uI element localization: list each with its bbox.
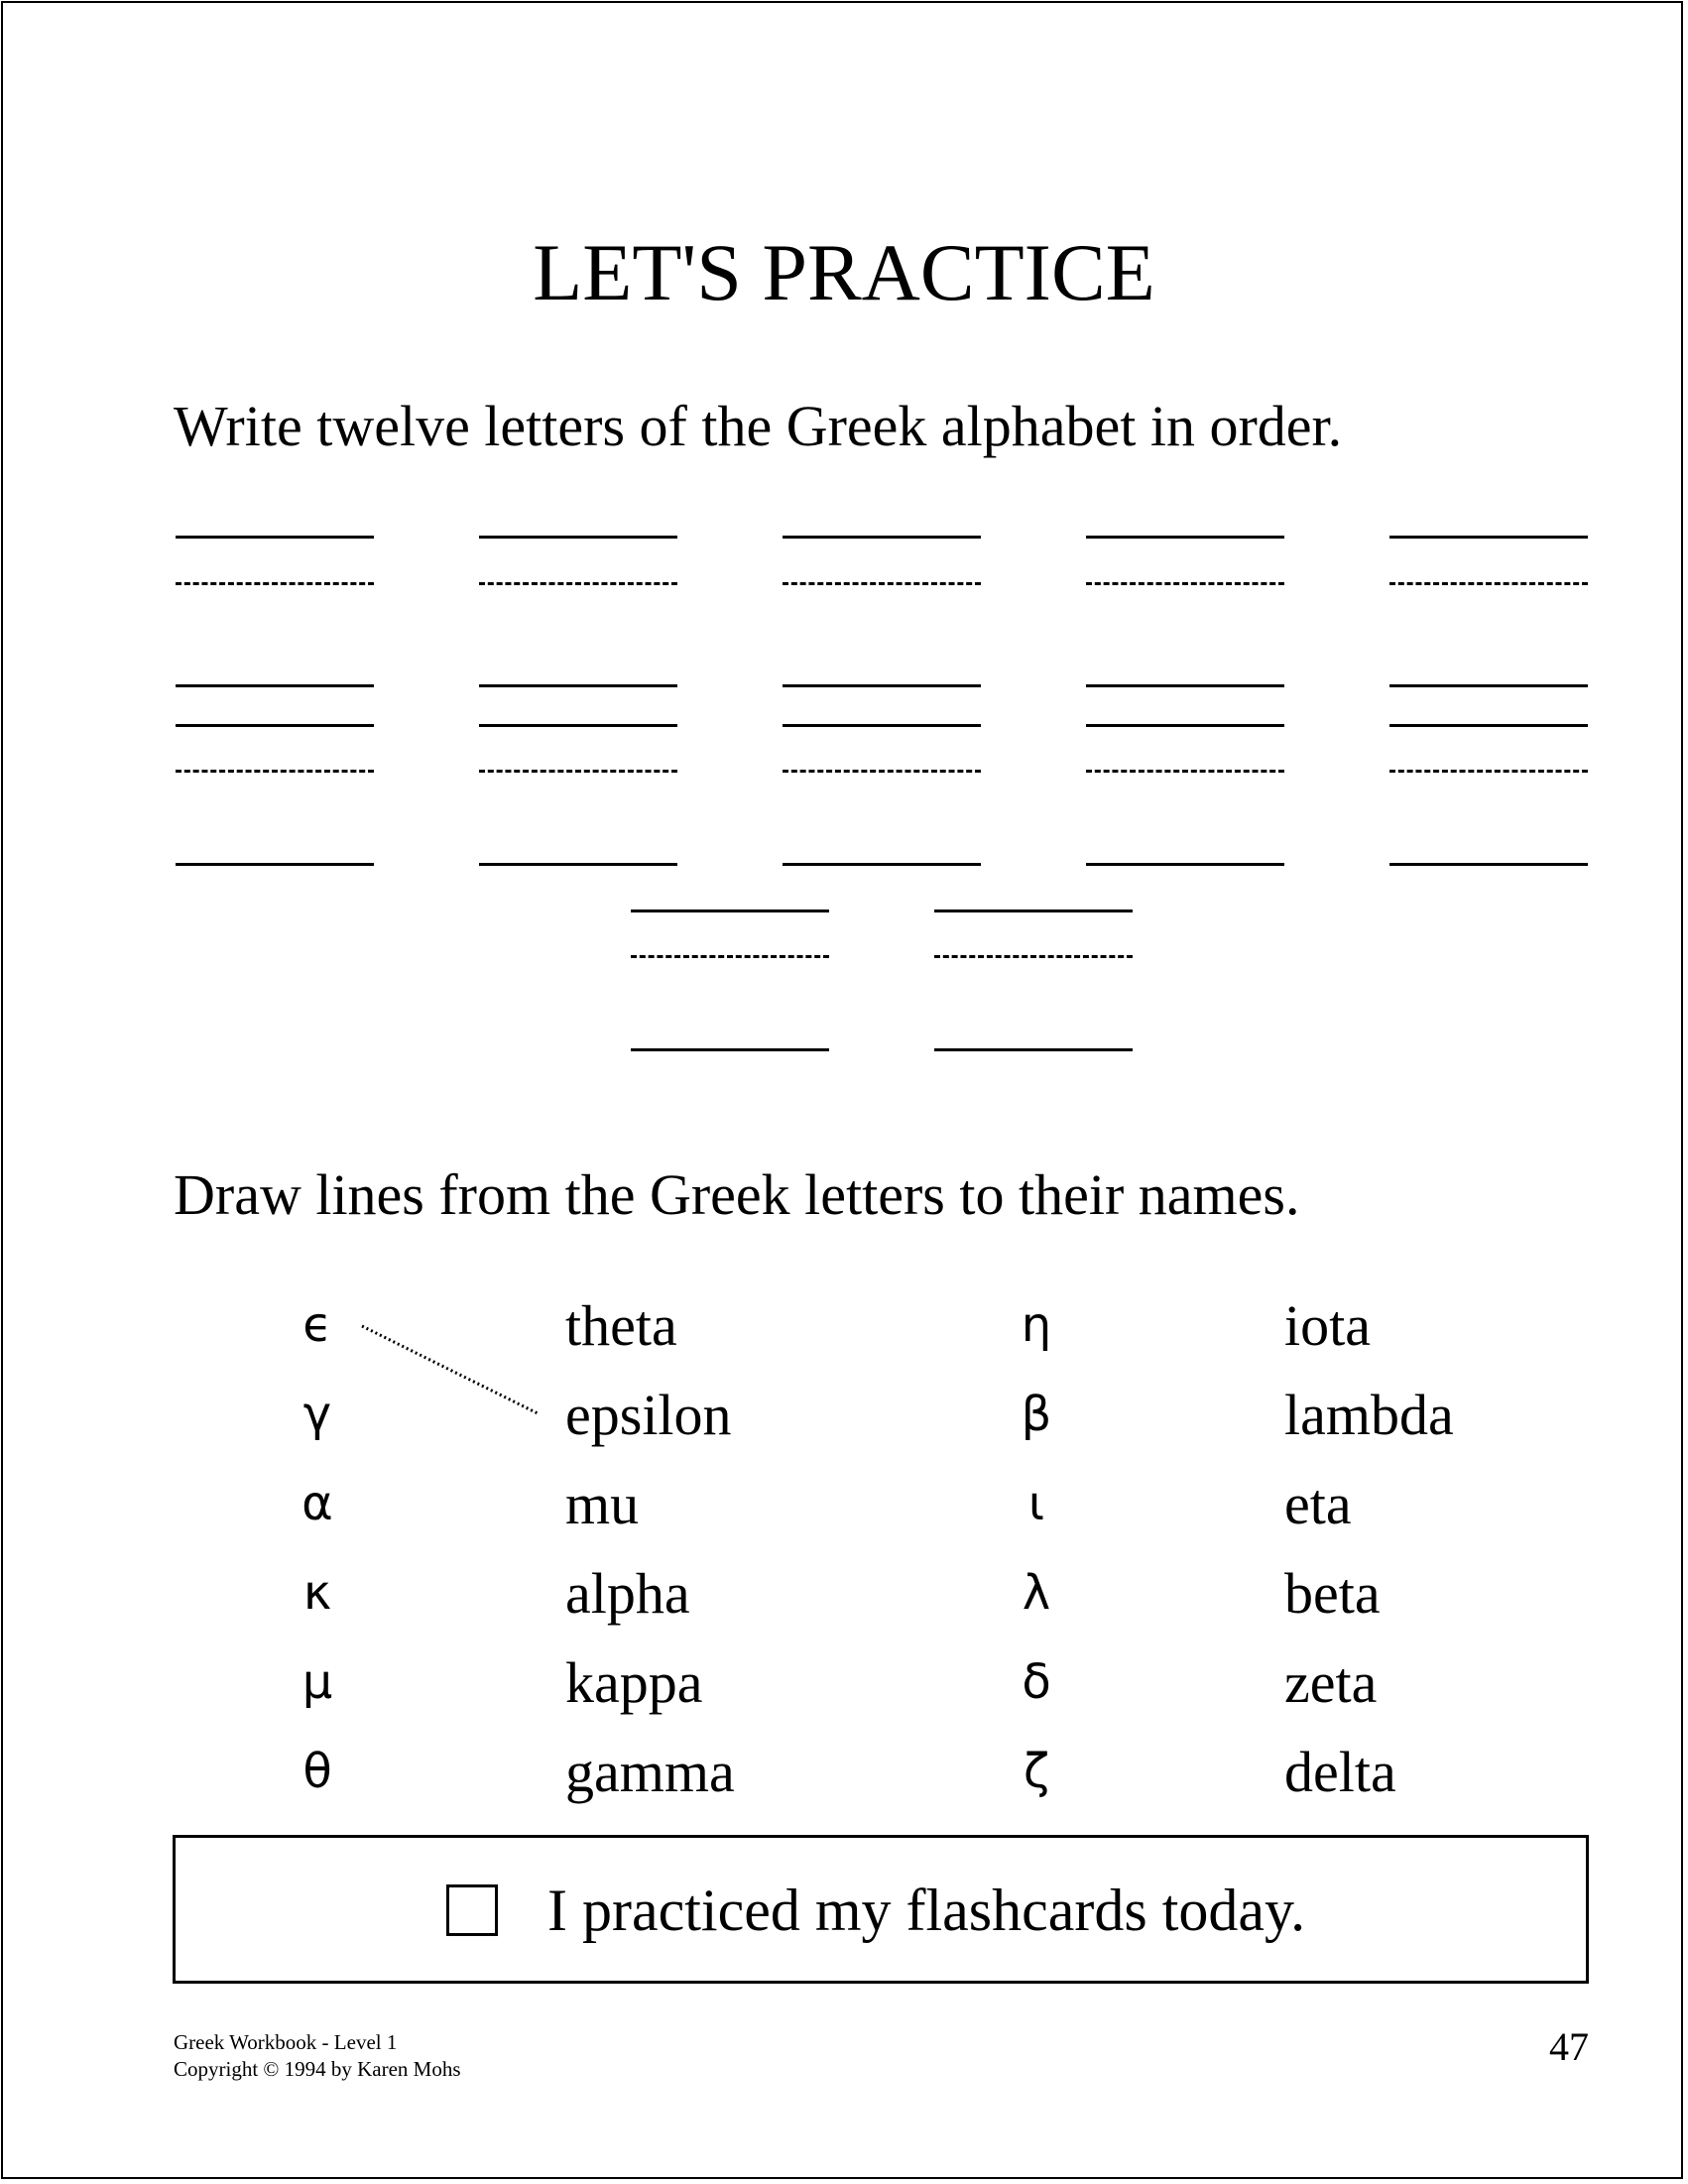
flashcard-checkbox[interactable] (446, 1884, 498, 1936)
letter-name: eta (1284, 1472, 1352, 1536)
footer-credits (174, 2029, 461, 2083)
matching-instruction: Draw lines from the Greek letters to their names. (174, 1162, 1300, 1227)
greek-letter: κ (302, 1565, 332, 1621)
page-number: 47 (1549, 2024, 1589, 2069)
greek-letter: γ (302, 1387, 332, 1442)
greek-letter: ζ (1023, 1744, 1050, 1799)
letter-name: gamma (565, 1740, 735, 1804)
letter-name: iota (1284, 1293, 1371, 1358)
greek-letter: α (301, 1476, 333, 1531)
letter-name: zeta (1284, 1650, 1378, 1715)
greek-letter: λ (1022, 1565, 1051, 1621)
greek-letter: θ (302, 1744, 332, 1799)
footer-book-title: Greek Workbook - Level 1 (174, 2030, 398, 2054)
footer-copyright: Copyright © 1994 by Karen Mohs (174, 2057, 461, 2081)
letter-name: lambda (1284, 1383, 1454, 1447)
greek-letter: μ (301, 1654, 333, 1710)
greek-letter: η (1021, 1297, 1052, 1353)
letter-name: theta (565, 1293, 677, 1358)
greek-letter: β (1021, 1387, 1052, 1442)
letter-name: kappa (565, 1650, 703, 1715)
greek-letter: δ (1022, 1654, 1051, 1710)
letter-name: beta (1284, 1561, 1381, 1626)
flashcard-text: I practiced my flashcards today. (547, 1878, 1306, 1943)
letter-name: mu (565, 1472, 640, 1536)
letter-name: delta (1284, 1740, 1396, 1804)
flashcard-box (173, 1835, 1589, 1984)
writing-instruction: Write twelve letters of the Greek alphabet in order. (174, 394, 1343, 458)
letter-name: epsilon (565, 1383, 732, 1447)
greek-letter: ϵ (302, 1297, 332, 1353)
greek-letter: ι (1027, 1476, 1045, 1531)
page-title: LET'S PRACTICE (533, 227, 1155, 317)
letter-name: alpha (565, 1561, 690, 1626)
